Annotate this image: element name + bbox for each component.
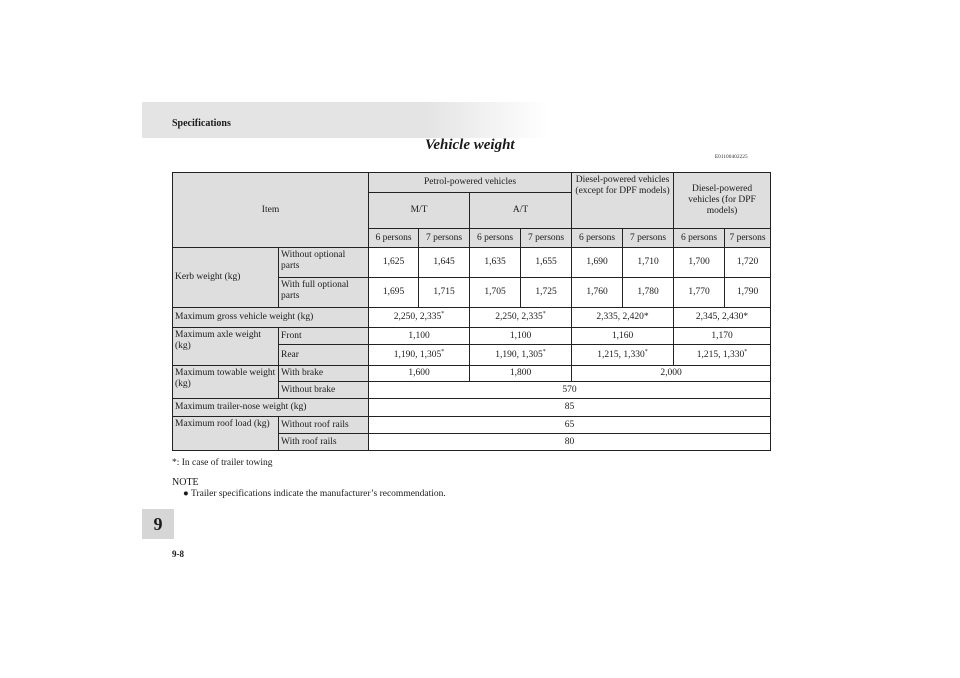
asterisk-mark: * [744, 348, 748, 355]
table-cell [470, 308, 572, 328]
persons-header: 6 persons [572, 229, 623, 248]
table-cell: 1,770 [674, 278, 725, 308]
table-cell: 1,100 [470, 328, 572, 345]
persons-header: 7 persons [419, 229, 470, 248]
rear-label: Rear [279, 345, 369, 366]
front-label: Front [279, 328, 369, 345]
table-cell: 85 [369, 399, 771, 417]
mt-header: M/T [369, 193, 470, 229]
table-cell: 1,600 [369, 366, 470, 382]
chapter-tab: 9 [142, 509, 174, 539]
asterisk-mark: * [542, 310, 546, 317]
table-cell: 1,715 [419, 278, 470, 308]
with-brake-label: With brake [279, 366, 369, 382]
table-cell: 1,690 [572, 248, 623, 278]
asterisk-mark: * [441, 310, 445, 317]
table-cell: 1,705 [470, 278, 521, 308]
cell-value: 1,215, 1,330 [597, 349, 645, 360]
persons-header: 7 persons [521, 229, 572, 248]
axle-weight-label: Maximum axle weight (kg) [173, 328, 279, 366]
persons-header: 7 persons [725, 229, 771, 248]
page-number: 9-8 [172, 549, 184, 559]
table-cell [369, 308, 470, 328]
cell-value: 2,250, 2,335 [495, 312, 543, 323]
table-cell [674, 345, 771, 366]
bullet-icon: ● [183, 489, 189, 499]
table-cell: 65 [369, 417, 771, 434]
table-cell: 1,625 [369, 248, 419, 278]
towable-weight-label: Maximum towable weight (kg) [173, 366, 279, 399]
petrol-header: Petrol-powered vehicles [369, 173, 572, 193]
section-label: Specifications [172, 118, 231, 129]
table-cell: 1,100 [369, 328, 470, 345]
persons-header: 6 persons [470, 229, 521, 248]
table-cell: 1,800 [470, 366, 572, 382]
persons-header: 6 persons [674, 229, 725, 248]
table-cell: 570 [369, 382, 771, 399]
cell-value: 1,190, 1,305 [393, 349, 442, 360]
trailer-nose-weight-label: Maximum trailer-nose weight (kg) [173, 399, 369, 417]
table-cell: 1,790 [725, 278, 771, 308]
table-cell [572, 345, 674, 366]
note-heading: NOTE [172, 477, 199, 488]
persons-header: 6 persons [369, 229, 419, 248]
note-item [183, 489, 446, 499]
table-cell: 1,170 [674, 328, 771, 345]
table-cell: 1,700 [674, 248, 725, 278]
persons-header: 7 persons [623, 229, 674, 248]
table-cell [369, 345, 470, 366]
vehicle-weight-table [172, 172, 771, 451]
table-cell: 2,000 [572, 366, 771, 382]
kerb-weight-label: Kerb weight (kg) [173, 248, 279, 308]
page-title: Vehicle weight [425, 137, 515, 153]
asterisk-mark: * [441, 348, 445, 355]
gross-weight-label: Maximum gross vehicle weight (kg) [173, 308, 369, 328]
table-cell: 1,655 [521, 248, 572, 278]
table-cell: 1,635 [470, 248, 521, 278]
with-full-optional-parts-label: With full optional parts [279, 278, 369, 308]
table-cell: 1,725 [521, 278, 572, 308]
note-text: Trailer specifications indicate the manufacturer’s recommendation. [190, 489, 446, 499]
table-cell: 1,780 [623, 278, 674, 308]
table-cell [470, 345, 572, 366]
with-roof-rails-label: With roof rails [279, 434, 369, 451]
table-cell: 1,710 [623, 248, 674, 278]
cell-value: 1,215, 1,330 [696, 349, 745, 360]
table-cell: 1,695 [369, 278, 419, 308]
diesel-dpf-header: Diesel-powered vehicles (for DPF models) [674, 173, 771, 229]
footnote: *: In case of trailer towing [172, 458, 273, 468]
asterisk-mark: * [542, 348, 546, 355]
at-header: A/T [470, 193, 572, 229]
table-cell: 1,720 [725, 248, 771, 278]
table-cell: 1,645 [419, 248, 470, 278]
table-cell: 1,760 [572, 278, 623, 308]
document-code: E01100402225 [715, 155, 748, 160]
without-optional-parts-label: Without optional parts [279, 248, 369, 278]
item-header: Item [173, 173, 369, 248]
without-brake-label: Without brake [279, 382, 369, 399]
table-cell: 1,160 [572, 328, 674, 345]
cell-value: 2,250, 2,335 [393, 312, 442, 323]
table-cell: 80 [369, 434, 771, 451]
diesel-header: Diesel-powered vehicles (except for DPF models) [572, 173, 674, 229]
asterisk-mark: * [644, 348, 648, 355]
table-cell: 2,345, 2,430* [674, 308, 771, 328]
cell-value: 1,190, 1,305 [495, 349, 543, 360]
without-roof-rails-label: Without roof rails [279, 417, 369, 434]
table-cell: 2,335, 2,420* [572, 308, 674, 328]
roof-load-label: Maximum roof load (kg) [173, 417, 279, 451]
